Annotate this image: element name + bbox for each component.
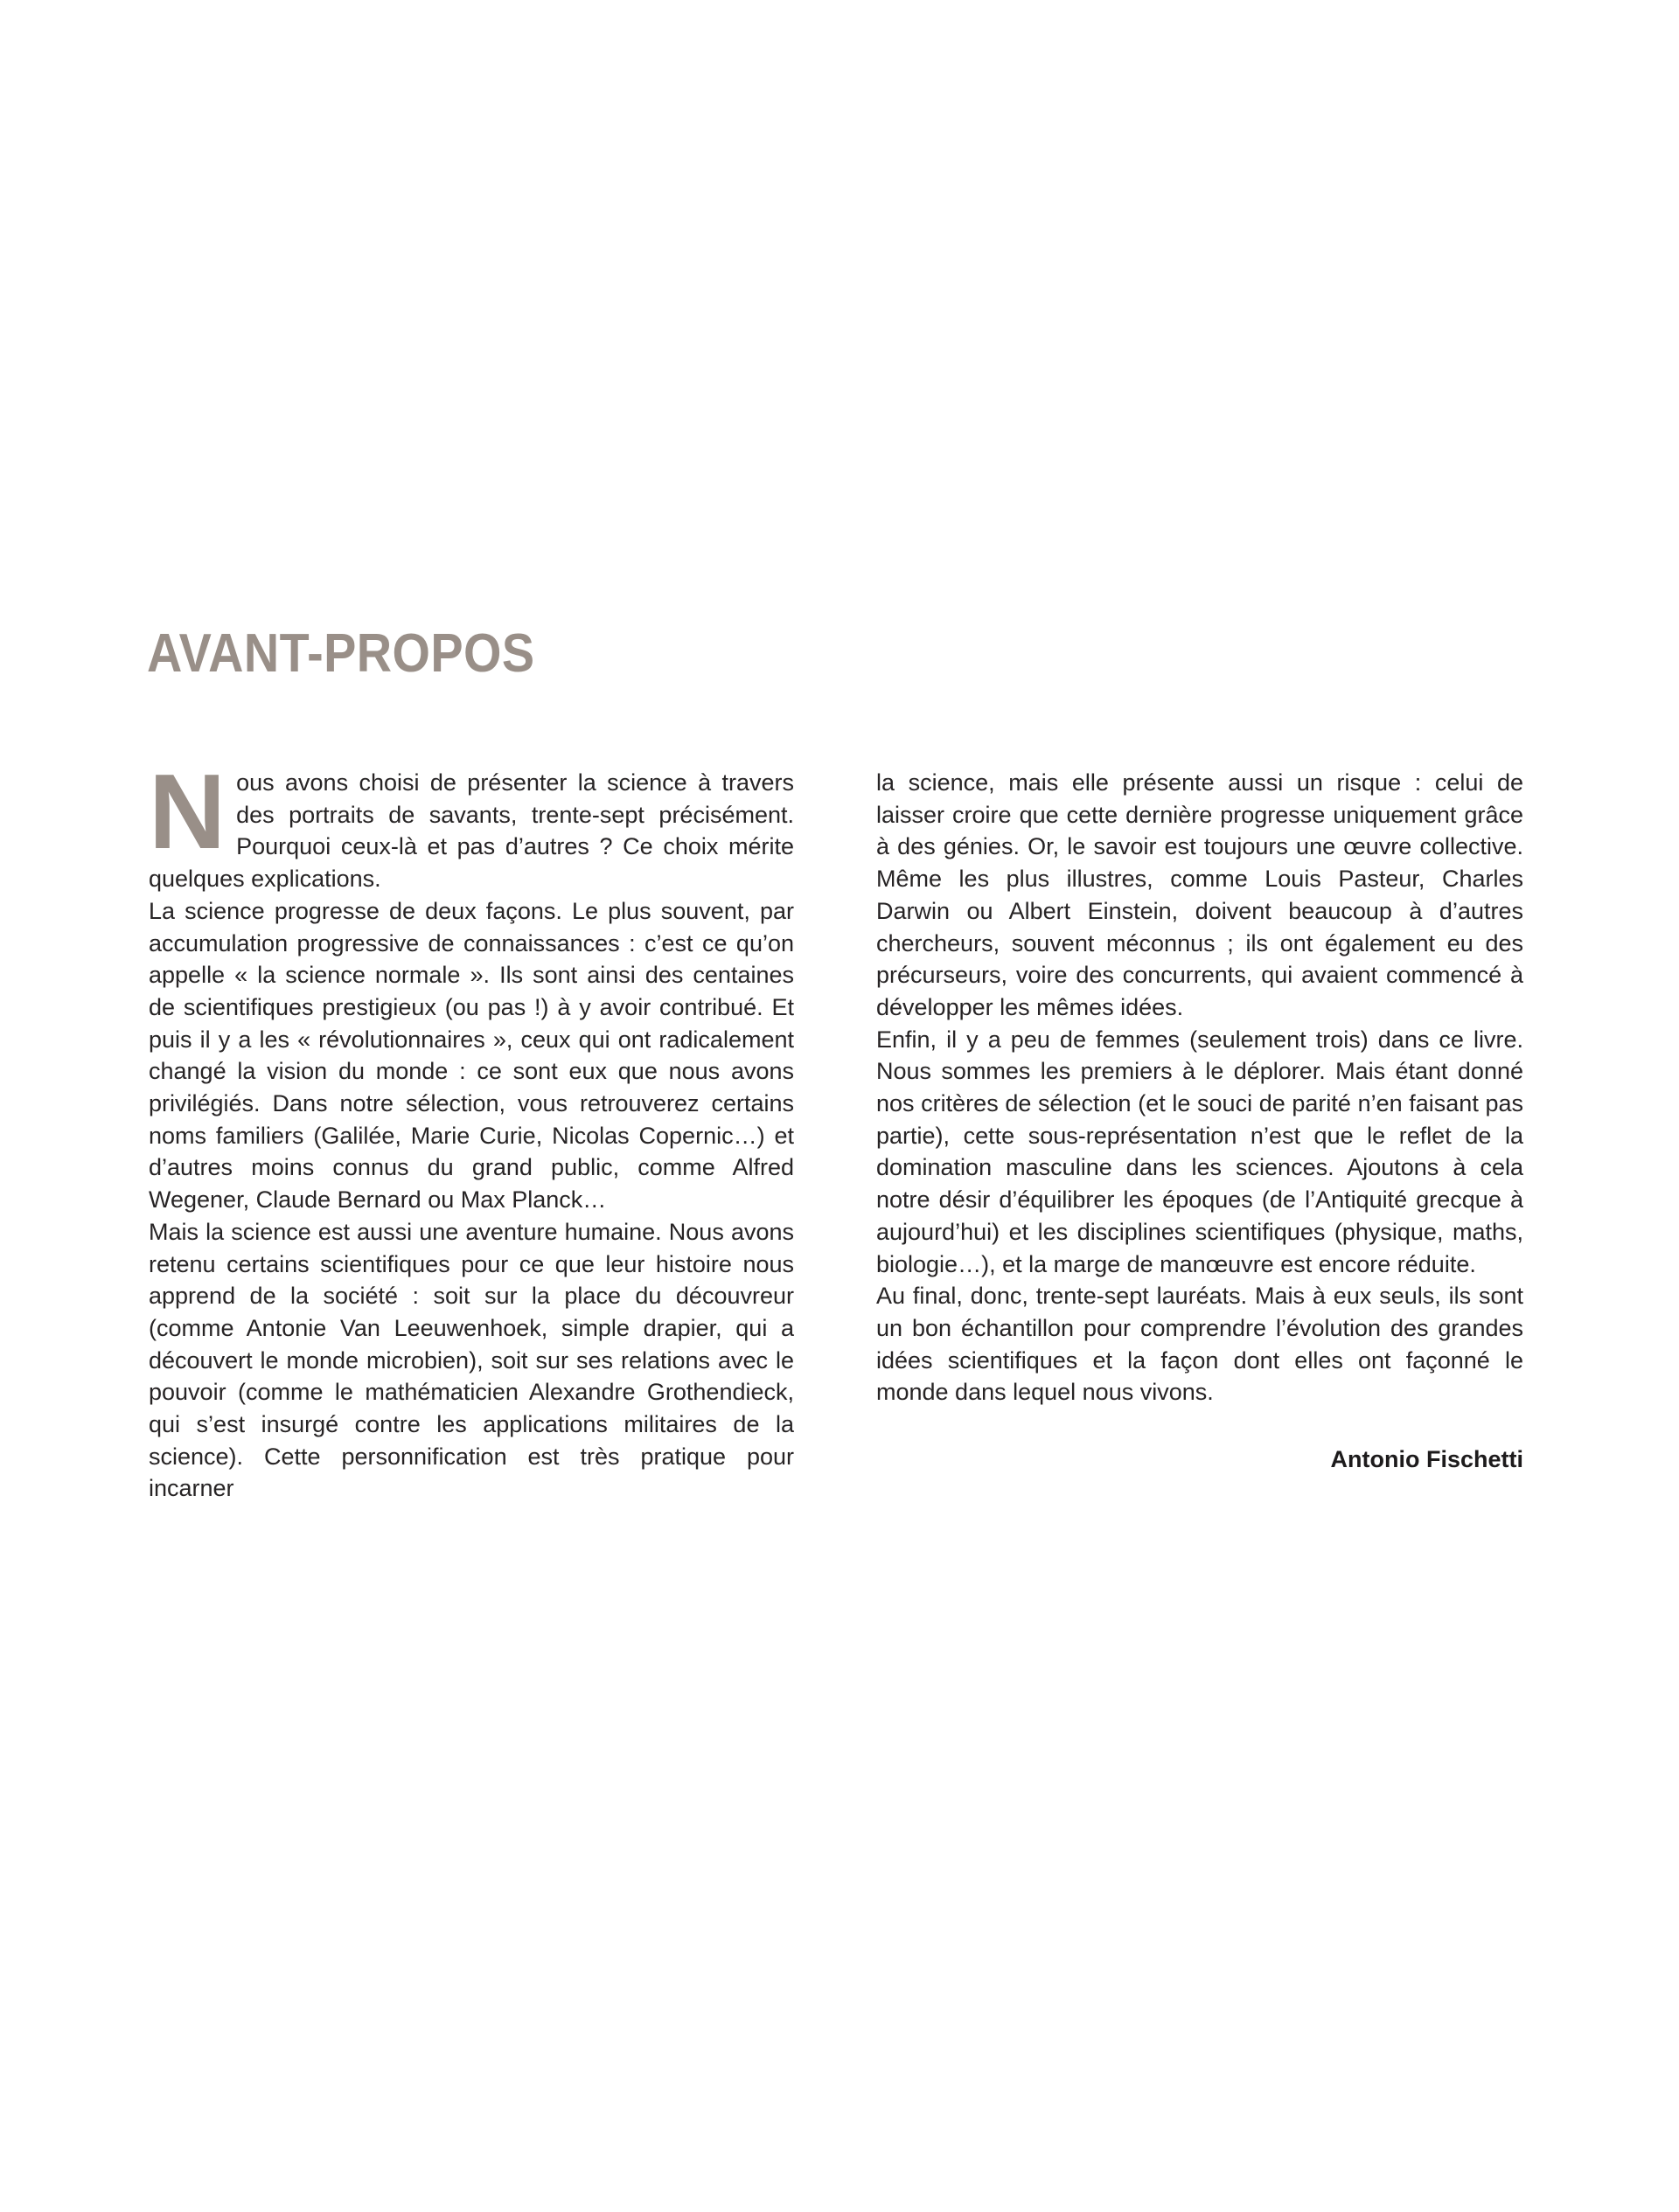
paragraph-conclusion: Au final, donc, trente-sept lauréats. Mais à eux seuls, ils sont un bon échantillon pour comprendre l’évolution des grandes idées scientifiques et la façon dont elles ont façonné le monde dans lequel nous vivons. bbox=[876, 1283, 1523, 1406]
dropcap-letter: N bbox=[149, 752, 226, 871]
text-column-right bbox=[876, 767, 1523, 1476]
paragraph-oeuvre-collective: la science, mais elle présente aussi un risque : celui de laisser croire que cette dernière progresse uniquement grâce à des génies. Or, le savoir est toujours une œuvre collective. Même les plus illustres, comme Louis Pasteur, Charles Darwin ou Albert Einstein, doivent beaucoup à d’autres chercheurs, souvent méconnus ; ils ont également eu des précurseurs, voire des concurrents, qui avaient commencé à développer les mêmes idées. bbox=[876, 769, 1523, 1020]
paragraph-aventure-humaine: Mais la science est aussi une aventure humaine. Nous avons retenu certains scientifiques pour ce que leur histoire nous apprend de la société : soit sur la place du découvreur (comme Antonie Van Leeuwenhoek, simple drapier, qui a découvert le monde microbien), soit sur ses relations avec le pouvoir (comme le mathématicien Alexandre Grothendieck, qui s’est insurgé contre les applications militaires de la science). Cette personnification est très pratique pour incarner bbox=[149, 1218, 794, 1502]
page-title: AVANT-PROPOS bbox=[147, 623, 535, 684]
text-column-left bbox=[149, 752, 794, 1505]
paragraph-peu-de-femmes: Enfin, il y a peu de femmes (seulement trois) dans ce livre. Nous sommes les premiers à le déplorer. Mais étant donné nos critères de sélection (et le souci de parité n’en faisant pas partie), cette sous-représentation n’est que le reflet de la domination masculine dans les sciences. Ajoutons à cela notre désir d’équilibrer les époques (de l’Antiquité grecque à aujourd’hui) et les disciplines scientifiques (physique, maths, biologie…), et la marge de manœuvre est encore réduite. bbox=[876, 1026, 1523, 1277]
author-signature: Antonio Fischetti bbox=[1330, 1446, 1523, 1473]
paragraph-intro bbox=[149, 752, 794, 895]
paragraph-science-progress: La science progresse de deux façons. Le plus souvent, par accumulation progressive de connaissances : c’est ce qu’on appelle « la science normale ». Ils sont ainsi des centaines de scientifiques prestigieux (ou pas !) à y avoir contribué. Et puis il y a les « révolutionnaires », ceux qui ont radicalement changé la vision du monde : ce sont eux que nous avons privilégiés. Dans notre sélection, vous retrouverez certains noms familiers (Galilée, Marie Curie, Nicolas Copernic…) et d’autres moins connus du grand public, comme Alfred Wegener, Claude Bernard ou Max Planck… bbox=[149, 897, 794, 1214]
paragraph-intro-text: ous avons choisi de présenter la science à travers des portraits de savants, trente-sept précisément. Pourquoi ceux-là et pas d’autres ? Ce choix mérite quelques explications. bbox=[149, 769, 794, 893]
